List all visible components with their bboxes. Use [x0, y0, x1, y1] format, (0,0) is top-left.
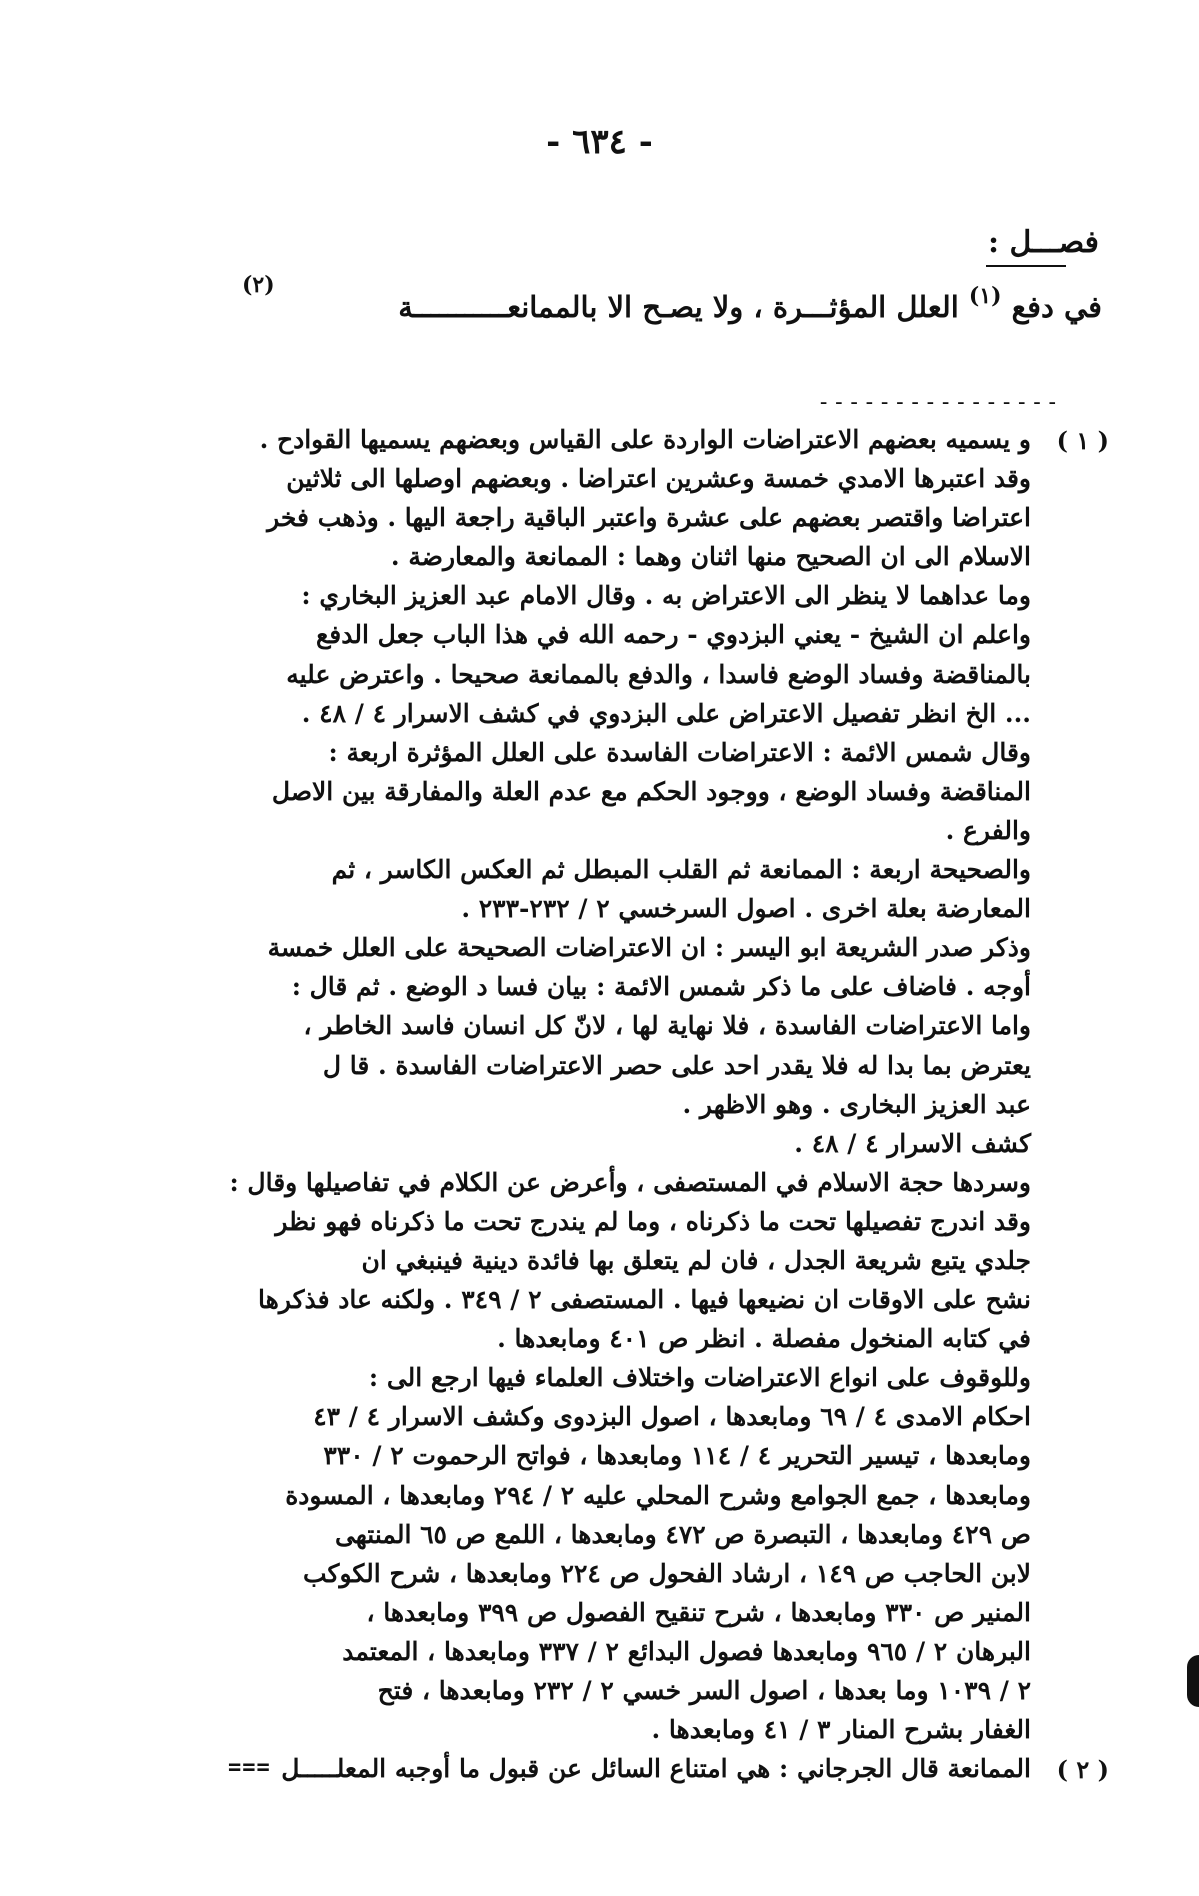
footnote-1-line: وذكر صدر الشريعة ابو اليسر : ان الاعتراضات الصحيحة على العلل خمسة: [267, 933, 1031, 963]
heading-text-middle: العلل المؤثـــرة ، ولا يصـح الا بالممانعـــــــــــة: [398, 290, 959, 324]
footnote-1-line: واعلم ان الشيخ - يعني البزدوي - رحمه الله في هذا الباب جعل الدفع: [316, 620, 1031, 650]
footnote-1-line: ٢ / ١٠٣٩ وما بعدها ، اصول السر خسي ٢ / ٢٣٢ ومابعدها ، فتح: [377, 1676, 1031, 1705]
footnote-1-lines: [109, 420, 1109, 1749]
footnote-1-line: ومابعدها ، جمع الجوامع وشرح المحلي عليه ٢ / ٢٩٤ ومابعدها ، المسودة: [285, 1480, 1031, 1510]
section-heading: [222, 272, 1102, 324]
footnote-1-line: بالمناقضة وفساد الوضع فاسدا ، والدفع بالممانعة صحيحا . واعترض عليه: [286, 659, 1031, 689]
footnote-1-marker: ( ١ ): [1056, 426, 1109, 455]
footnote-1-line: جلدي يتبع شريعة الجدل ، فان لم يتعلق بها فائدة دينية فينبغي ان: [361, 1245, 1031, 1275]
heading-note-2-marker: (٢): [242, 272, 275, 298]
scan-edge-mark: [1187, 1655, 1199, 1707]
footnote-1-line: وقد اعتبرها الامدي خمسة وعشرين اعتراضا . وبعضهم اوصلها الى ثلاثين: [286, 464, 1031, 494]
footnote-1-line: والفرع .: [945, 815, 1031, 845]
section-label: فصـــل :: [988, 225, 1099, 260]
footnote-1-line: ص ٤٢٩ ومابعدها ، التبصرة ص ٤٧٢ ومابعدها ، اللمع ص ٦٥ المنتهى: [334, 1519, 1031, 1549]
footnote-1: [109, 420, 1109, 1749]
footnote-1-line: واما الاعتراضات الفاسدة ، فلا نهاية لها ، لانّ كل انسان فاسد الخاطر ،: [303, 1011, 1031, 1041]
footnote-1-line: اعتراضا واقتصر بعضهم على عشرة واعتبر الباقية راجعة اليها . وذهب فخر: [267, 503, 1031, 533]
footnote-1-line: ... الخ انظر تفصيل الاعتراض على البزدوي في كشف الاسرار ٤ / ٤٨ .: [301, 698, 1031, 728]
footnote-separator: ----------------: [817, 390, 1061, 415]
section-underline: [986, 265, 1066, 267]
footnote-1-line: عبد العزيز البخارى . وهو الاظهر .: [682, 1089, 1031, 1119]
footnote-1-line: وللوقوف على انواع الاعتراضات واختلاف العلماء فيها ارجع الى :: [368, 1363, 1031, 1393]
heading-text-before: في دفع: [1011, 290, 1102, 324]
footnote-1-line: المنير ص ٣٣٠ ومابعدها ، شرح تنقيح الفصول ص ٣٩٩ ومابعدها ،: [366, 1597, 1031, 1627]
footnote-1-line: الغفار بشرح المنار ٣ / ٤١ ومابعدها .: [651, 1715, 1031, 1745]
footnote-1-line: البرهان ٢ / ٩٦٥ ومابعدها فصول البدائع ٢ / ٣٣٧ ومابعدها ، المعتمد: [342, 1636, 1031, 1666]
heading-note-1-marker: (١): [968, 283, 1002, 309]
footnote-1-line: نشح على الاوقات ان نضيعها فيها . المستصفى ٢ / ٣٤٩ . ولكنه عاد فذكرها: [258, 1285, 1031, 1315]
footnote-1-line: المعارضة بعلة اخرى . اصول السرخسي ٢ / ٢٣٢-٢٣٣ .: [461, 894, 1031, 924]
footnote-2-line: الممانعة قال الجرجاني : هي امتناع السائل عن قبول ما أوجبه المعلـــــل: [281, 1754, 1031, 1784]
footnote-1-line: و يسميه بعضهم الاعتراضات الواردة على القياس وبعضهم يسميها القوادح .: [259, 425, 1031, 454]
footnote-1-line: الاسلام الى ان الصحيح منها اثنان وهما : الممانعة والمعارضة .: [390, 542, 1031, 572]
footnote-1-line: المناقضة وفساد الوضع ، ووجود الحكم مع عدم العلة والمفارقة بين الاصل: [271, 776, 1031, 806]
footnote-1-line: وما عداهما لا ينظر الى الاعتراض به . وقال الامام عبد العزيز البخاري :: [301, 581, 1031, 611]
footnote-1-line: والصحيحة اربعة : الممانعة ثم القلب المبطل ثم العكس الكاسر ، ثم: [331, 855, 1031, 885]
end-mark: ===: [228, 1755, 271, 1780]
footnote-1-line: في كتابه المنخول مفصلة . انظر ص ٤٠١ ومابعدها .: [497, 1324, 1031, 1354]
footnote-1-line: كشف الاسرار ٤ / ٤٨ .: [794, 1128, 1031, 1158]
footnote-1-line: احكام الامدى ٤ / ٦٩ ومابعدها ، اصول البزدوى وكشف الاسرار ٤ / ٤٣: [313, 1402, 1031, 1432]
footnote-1-line: ومابعدها ، تيسير التحرير ٤ / ١١٤ ومابعدها ، فواتح الرحموت ٢ / ٣٣٠: [323, 1441, 1031, 1471]
page-number: - ٦٣٤ -: [546, 122, 653, 162]
footnote-1-line: وقد اندرج تفصيلها تحت ما ذكرناه ، وما لم يندرج تحت ما ذكرناه فهو نظر: [275, 1206, 1031, 1236]
footnote-1-line: أوجه . فاضاف على ما ذكر شمس الائمة : بيان فسا د الوضع . ثم قال :: [291, 972, 1031, 1002]
footnote-2-marker: ( ٢ ): [1056, 1755, 1109, 1785]
footnote-1-line: يعترض بما بدا له فلا يقدر احد على حصر الاعتراضات الفاسدة . قا ل: [322, 1050, 1031, 1080]
footnotes: [109, 420, 1109, 1788]
footnote-1-line: وسردها حجة الاسلام في المستصفى ، وأعرض عن الكلام في تفاصيلها وقال :: [229, 1167, 1031, 1197]
footnote-1-line: وقال شمس الائمة : الاعتراضات الفاسدة على العلل المؤثرة اربعة :: [328, 737, 1031, 767]
footnote-1-line: لابن الحاجب ص ١٤٩ ، ارشاد الفحول ص ٢٢٤ ومابعدها ، شرح الكوكب: [303, 1558, 1031, 1588]
